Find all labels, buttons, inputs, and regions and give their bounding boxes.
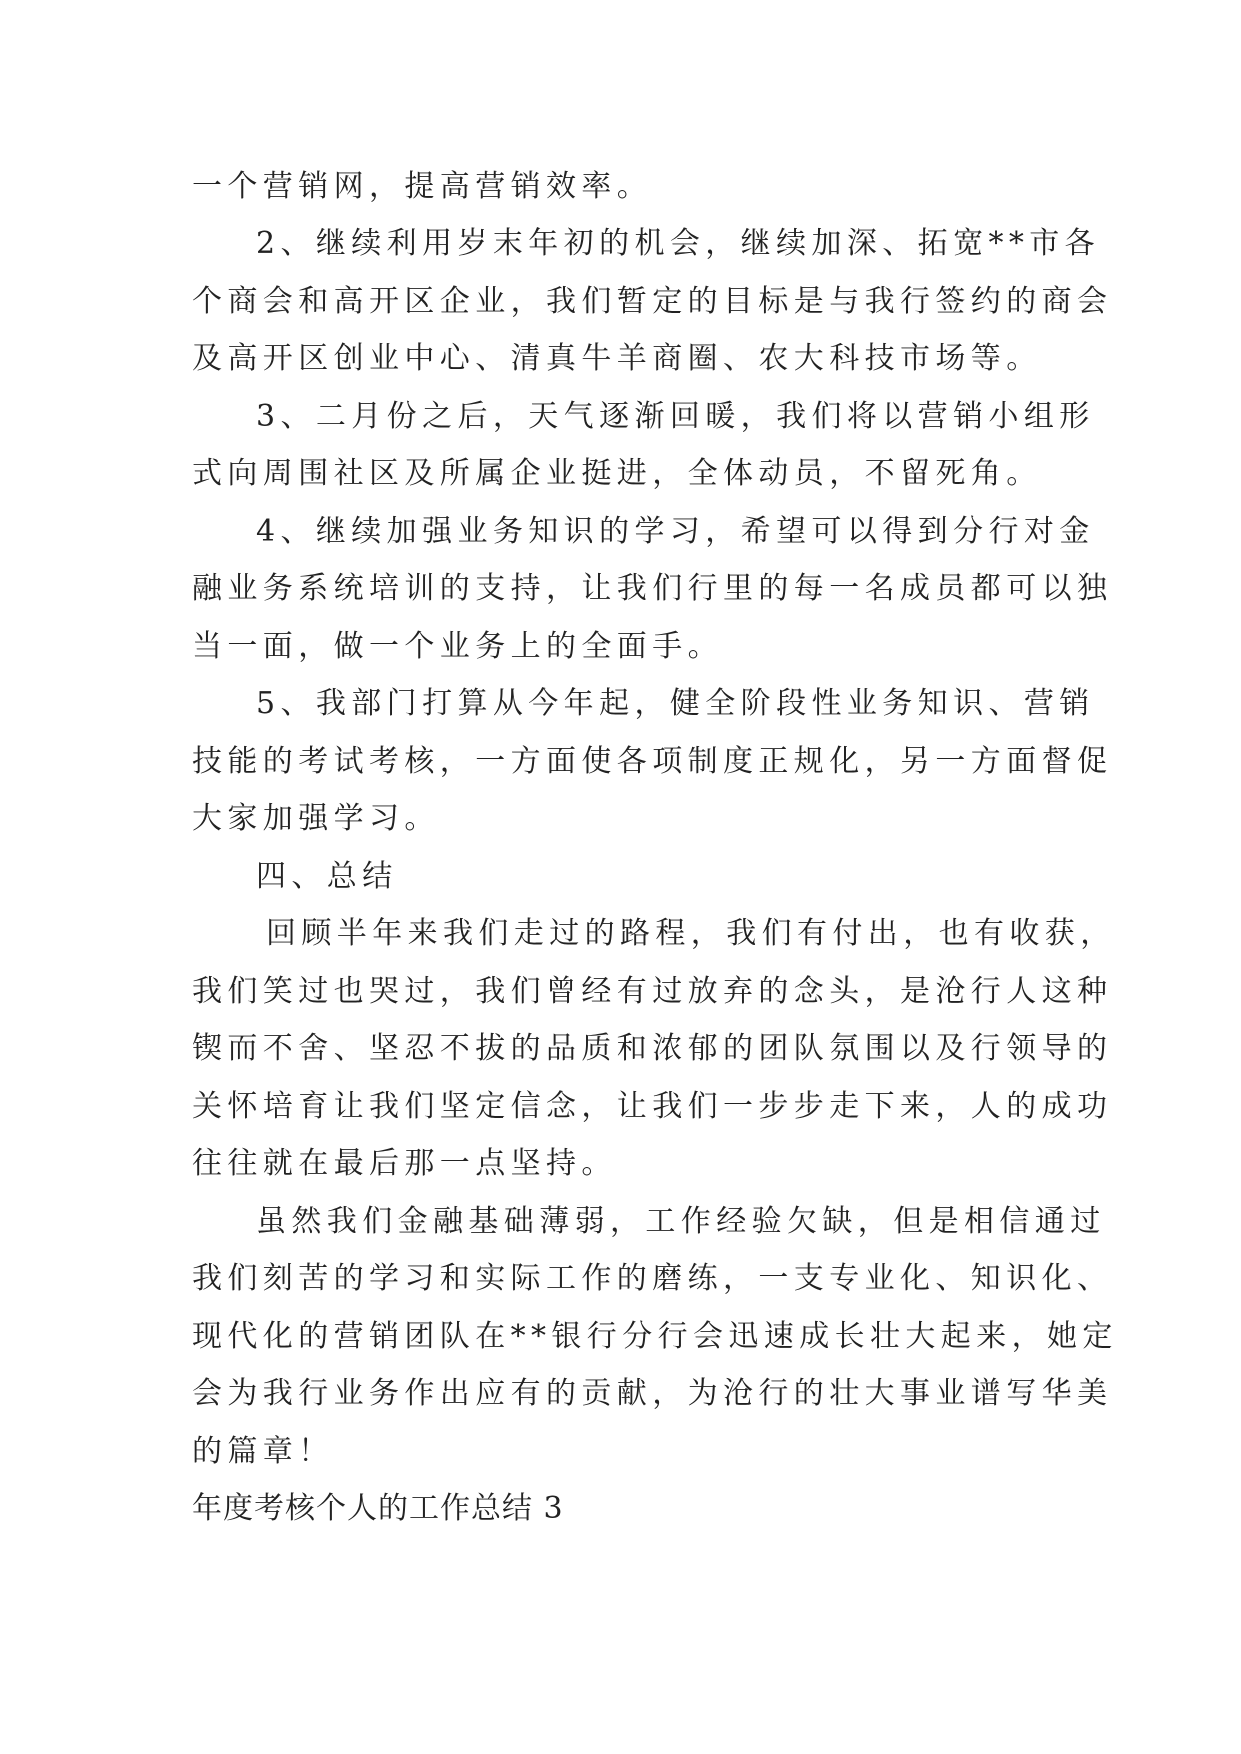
- paragraph-line: 现代化的营销团队在**银行分行会迅速成长壮大起来，她定: [192, 1319, 1118, 1354]
- paragraph-line: 及高开区创业中心、清真牛羊商圈、农大科技市场等。: [192, 341, 1042, 376]
- list-item-3-line: 3、二月份之后，天气逐渐回暖，我们将以营销小组形: [256, 399, 1095, 434]
- paragraph-line: 融业务系统培训的支持，让我们行里的每一名成员都可以独: [192, 571, 1113, 606]
- list-item-4-line: 4、继续加强业务知识的学习，希望可以得到分行对金: [256, 514, 1095, 549]
- paragraph-line: 大家加强学习。: [192, 801, 440, 836]
- paragraph-line: 我们笑过也哭过，我们曾经有过放弃的念头，是沧行人这种: [192, 974, 1113, 1009]
- paragraph-line: 一个营销网，提高营销效率。: [192, 169, 653, 204]
- paragraph-line: 我们刻苦的学习和实际工作的磨练，一支专业化、知识化、: [192, 1261, 1113, 1296]
- paragraph-line: 关怀培育让我们坚定信念，让我们一步步走下来，人的成功: [192, 1089, 1113, 1124]
- paragraph-line: 的篇章！: [192, 1434, 334, 1469]
- paragraph-line: 当一面，做一个业务上的全面手。: [192, 629, 723, 664]
- paragraph-line: 往往就在最后那一点坚持。: [192, 1146, 617, 1181]
- section-heading: 四、总结: [256, 859, 398, 894]
- paragraph-line: 式向周围社区及所属企业挺进，全体动员，不留死角。: [192, 456, 1042, 491]
- paragraph-line: 锲而不舍、坚忍不拔的品质和浓郁的团队氛围以及行领导的: [192, 1031, 1113, 1066]
- next-section-title: 年度考核个人的工作总结 3: [192, 1491, 564, 1526]
- paragraph-line: 虽然我们金融基础薄弱，工作经验欠缺，但是相信通过: [256, 1204, 1106, 1239]
- list-item-2-line: 2、继续利用岁末年初的机会，继续加深、拓宽**市各: [256, 226, 1101, 261]
- paragraph-line: 个商会和高开区企业，我们暂定的目标是与我行签约的商会: [192, 284, 1113, 319]
- paragraph-line: 回顾半年来我们走过的路程，我们有付出，也有收获，: [266, 916, 1116, 951]
- paragraph-line: 技能的考试考核，一方面使各项制度正规化，另一方面督促: [192, 744, 1113, 779]
- list-item-5-line: 5、我部门打算从今年起，健全阶段性业务知识、营销: [256, 686, 1095, 721]
- paragraph-line: 会为我行业务作出应有的贡献，为沧行的壮大事业谱写华美: [192, 1376, 1113, 1411]
